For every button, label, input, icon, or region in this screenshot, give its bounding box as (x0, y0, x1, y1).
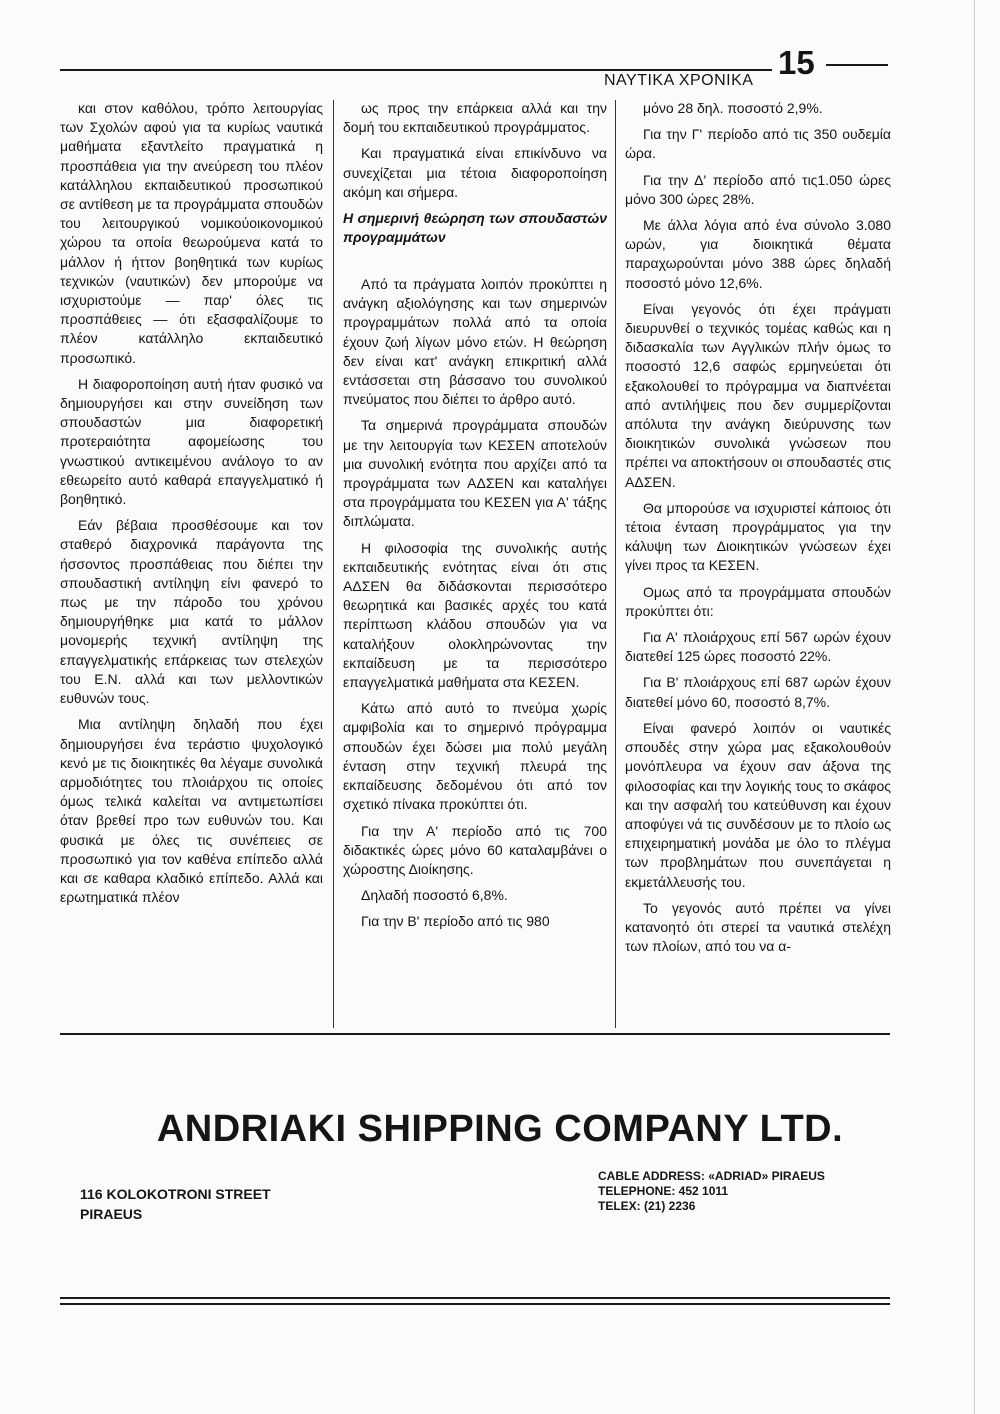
column-divider-2 (615, 100, 616, 1028)
paragraph: Η διαφοροποίηση αυτή ήταν φυσικό να δημιουργήσει και στην συνείδηση των σπουδαστών μια διαφορετική προτεραιότητα αφομείωσης του γνωστικού αντικειμένου ανάλογο το αν εθεωρείτο αυτό καθαρά επαγγελματικό ή βοηθητικό. (60, 375, 323, 508)
paragraph: Δηλαδή ποσοστό 6,8%. (361, 887, 508, 904)
ad-telephone: TELEPHONE: 452 1011 (598, 1184, 729, 1198)
ad-bottom-rule-2 (60, 1303, 890, 1305)
paragraph: Από τα πράγματα λοιπόν προκύπτει η ανάγκη αξιολόγησης και των σημερινών προγραμμάτων πολλά από τα οποία έχουν ζωή λίγων μόνο ετών. Η θεώρηση δεν είναι κατ' ανάγκη επικριτική αλλά εντάσσεται στη βάσσανο του συνολικού πνεύματος που διέπει το άρθρο αυτό. (343, 276, 607, 408)
paragraph: Ομως από τα προγράμματα σπουδών προκύπτει ότι: (625, 583, 891, 619)
paragraph: Η φιλοσοφία της συνολικής αυτής εκπαιδευτικής ενότητας είναι ότι στις ΑΔΣΕΝ θα διδάσκονται περισσότερο θεωρητικά και βασικές αρχές του κατά περίπτωση κλάδου σπουδών για να καταλήξουν ολοκληρώνοντας την εκπαίδευση με τα περισσότερο επαγγελματικά μαθήματα στα ΚΕΣΕΝ. (343, 539, 607, 691)
header-rule-right (826, 64, 888, 66)
paragraph: Για την Δ' περίοδο από τις1.050 ώρες μόνο 300 ώρες 28%. (625, 171, 891, 207)
paragraph: Με άλλα λόγια από ένα σύνολο 3.080 ωρών, για διοικητικά θέματα παραχωρούνται μόνο 388 ώρες δηλαδή ποσοστό μόνο 12,6%. (625, 217, 891, 291)
ad-bottom-rule-1 (60, 1297, 890, 1299)
paragraph: και στον καθόλου, τρόπο λειτουργίας των Σχολών αφού για τα κυρίως ναυτικά μαθήματα εξαντλείτο πραγματικά η προσπάθεια για την ανεύρεση του πλέον κατάλληλου εκπαιδευτικού προσωπικού σε αντίθεση με τα προγράμματα σπουδών του λειτουργικού νομικούοικονομικού χώρου τα οποία θεωρούμενα κατά το μάλλον ή ήττον βοηθητικά των κυρίως τεχνικών (ναυτικών) δεν μπορούμε να ισχυριστούμε — παρ' όλες τις προσπάθειες — ότι εξασφαλίζουμε το πλέον κατάλληλο εκπαιδευτικό προσωπικό. (60, 100, 323, 366)
paragraph: Τα σημερινά προγράμματα σπουδών με την λειτουργία των ΚΕΣΕΝ αποτελούν μια συνολική ενότητα που αρχίζει από τα προγράμματα των ΑΔΣΕΝ και καταλήγει στα προγράμματα του ΚΕΣΕΝ για Α' τάξης διπλώματα. (343, 417, 607, 530)
paragraph: Για Α' πλοιάρχους επί 567 ωρών έχουν διατεθεί 125 ώρες ποσοστό 22%. (625, 629, 891, 665)
ad-telex: TELEX: (21) 2236 (598, 1199, 696, 1213)
ad-company-name: ANDRIAKI SHIPPING COMPANY LTD. (156, 1108, 844, 1150)
paragraph: Θα μπορούσε να ισχυριστεί κάποιος ότι τέτοια ένταση προγράμματος για την κάλυψη των Διοικητικών γνώσεων έχει γίνει προς τα ΚΕΣΕΝ. (625, 499, 891, 574)
article-bottom-rule (60, 1033, 890, 1035)
header-rule-left (60, 69, 772, 71)
ad-address (80, 1184, 271, 1224)
paragraph: Για Β' πλοιάρχους επί 687 ωρών έχουν διατεθεί μόνο 60, ποσοστό 8,7%. (625, 674, 891, 710)
paragraph: Και πραγματικά είναι επικίνδυνο να συνεχίζεται μια τέτοια διαφοροποίηση ακόμη και σήμερα. (343, 145, 607, 200)
article-column-1 (60, 99, 323, 914)
paragraph: Για την Γ' περίοδο από τις 350 ουδεμία ώρα. (625, 126, 891, 162)
article-column-3 (625, 99, 891, 963)
ad-contact (598, 1169, 825, 1214)
ad-address-street: 116 KOLOKOTRONI STREET (80, 1186, 271, 1202)
ad-address-city: PIRAEUS (80, 1206, 143, 1222)
scan-edge (974, 0, 975, 1414)
masthead-title: ΝΑΥΤΙΚΑ ΧΡΟΝΙΚΑ (604, 72, 754, 89)
page-number: 15 (778, 44, 815, 81)
ad-cable-address: CABLE ADDRESS: «ADRIAD» PIRAEUS (598, 1169, 825, 1183)
paragraph: Το γεγονός αυτό πρέπει να γίνει κατανοητό ότι στερεί τα ναυτικά στελέχη των πλοίων, από του να α- (625, 899, 891, 955)
column-divider-1 (333, 100, 334, 1028)
paragraph: μόνο 28 δηλ. ποσοστό 2,9%. (643, 100, 823, 116)
section-heading: Η σημερινή θεώρηση των σπουδαστών προγραμμάτων (343, 210, 607, 246)
article-column-2 (343, 99, 607, 939)
paragraph: Είναι γεγονός ότι έχει πράγματι διευρυνθεί ο τεχνικός τομέας καθώς και η διδασκαλία των Αγγλικών πλήν όμως το ποσοστό 12,6 σαφώς ερμηνεύεται ότι εξακολουθεί το πρόγραμμα να διαπνέεται από αντιλήψεις που δεν συμμερίζονται απόλυτα την ανάγκη διεύρυνσης των διοικητικών συνολικά γνώσεων που πρέπει να αποκτήσουν οι σπουδαστές στις ΑΔΣΕΝ. (625, 300, 891, 490)
paragraph: Είναι φανερό λοιπόν οι ναυτικές σπουδές στην χώρα μας εξακολουθούν μονόπλευρα να έχουν σαν άξονα της φιλοσοφίας και την λογικής τους το σκάφος και την ασφαλή του κατεύθυνση και έχουν αποφύγει νά τις συνδέσουν με το πλοίο ως επιχειρηματική μονάδα με όλο το πλέγμα των προβλημάτων που συνεπάγεται η εκμετάλλευσής του. (625, 719, 891, 890)
paragraph: Για την Α' περίοδο από τις 700 διδακτικές ώρες μόνο 60 καταλαμβάνει ο χώροστης Διοίκησης. (343, 822, 607, 877)
paragraph: Για την Β' περίοδο από τις 980 (361, 913, 550, 930)
paragraph: ως προς την επάρκεια αλλά και την δομή του εκπαιδευτικού προγράμματος. (343, 100, 607, 136)
paragraph: Κάτω από αυτό το πνεύμα χωρίς αμφιβολία και το σημερινό πρόγραμμα σπουδών έχει δώσει μια πολύ μεγάλη ένταση στην τεχνική πλευρά της εκπαίδευσης δεδομένου ότι από τον σχετικό πίνακα προκύπτει ότι. (343, 700, 607, 813)
paragraph: Εάν βέβαια προσθέσουμε και τον σταθερό διαχρονικά παράγοντα της ήσσοντος προσπάθειας που διέπει την σπουδαστική αντίληψη είνι φανερό το πως με την πάροδο του χρόνου δημιουργήθηκε μια κατά το μάλλον μονομερής τεχνική αντίληψη της επαγγελματικής επάρκειας των στελεχών του Ε.Ν. αλλά και των μελλοντικών ευθυνών τους. (60, 517, 323, 707)
paragraph: Μια αντίληψη δηλαδή που έχει δημιουργήσει ένα τεράστιο ψυχολογικό κενό με τις διοικητικές θα λέγαμε συνολικά αρμοδιότητες του πλοιάρχου τις οποίες όμως τελικά καλείται να αντιμετωπίσει όταν βρεθεί προ των ευθυνών του. Και φυσικά με όλες τις συνέπειες σε προσωπικό για τον καθένα επίπεδο αλλά και σε καθαρα κλαδικό επίπεδο. Αλλά και ερωτηματικά πλέον (60, 716, 323, 906)
